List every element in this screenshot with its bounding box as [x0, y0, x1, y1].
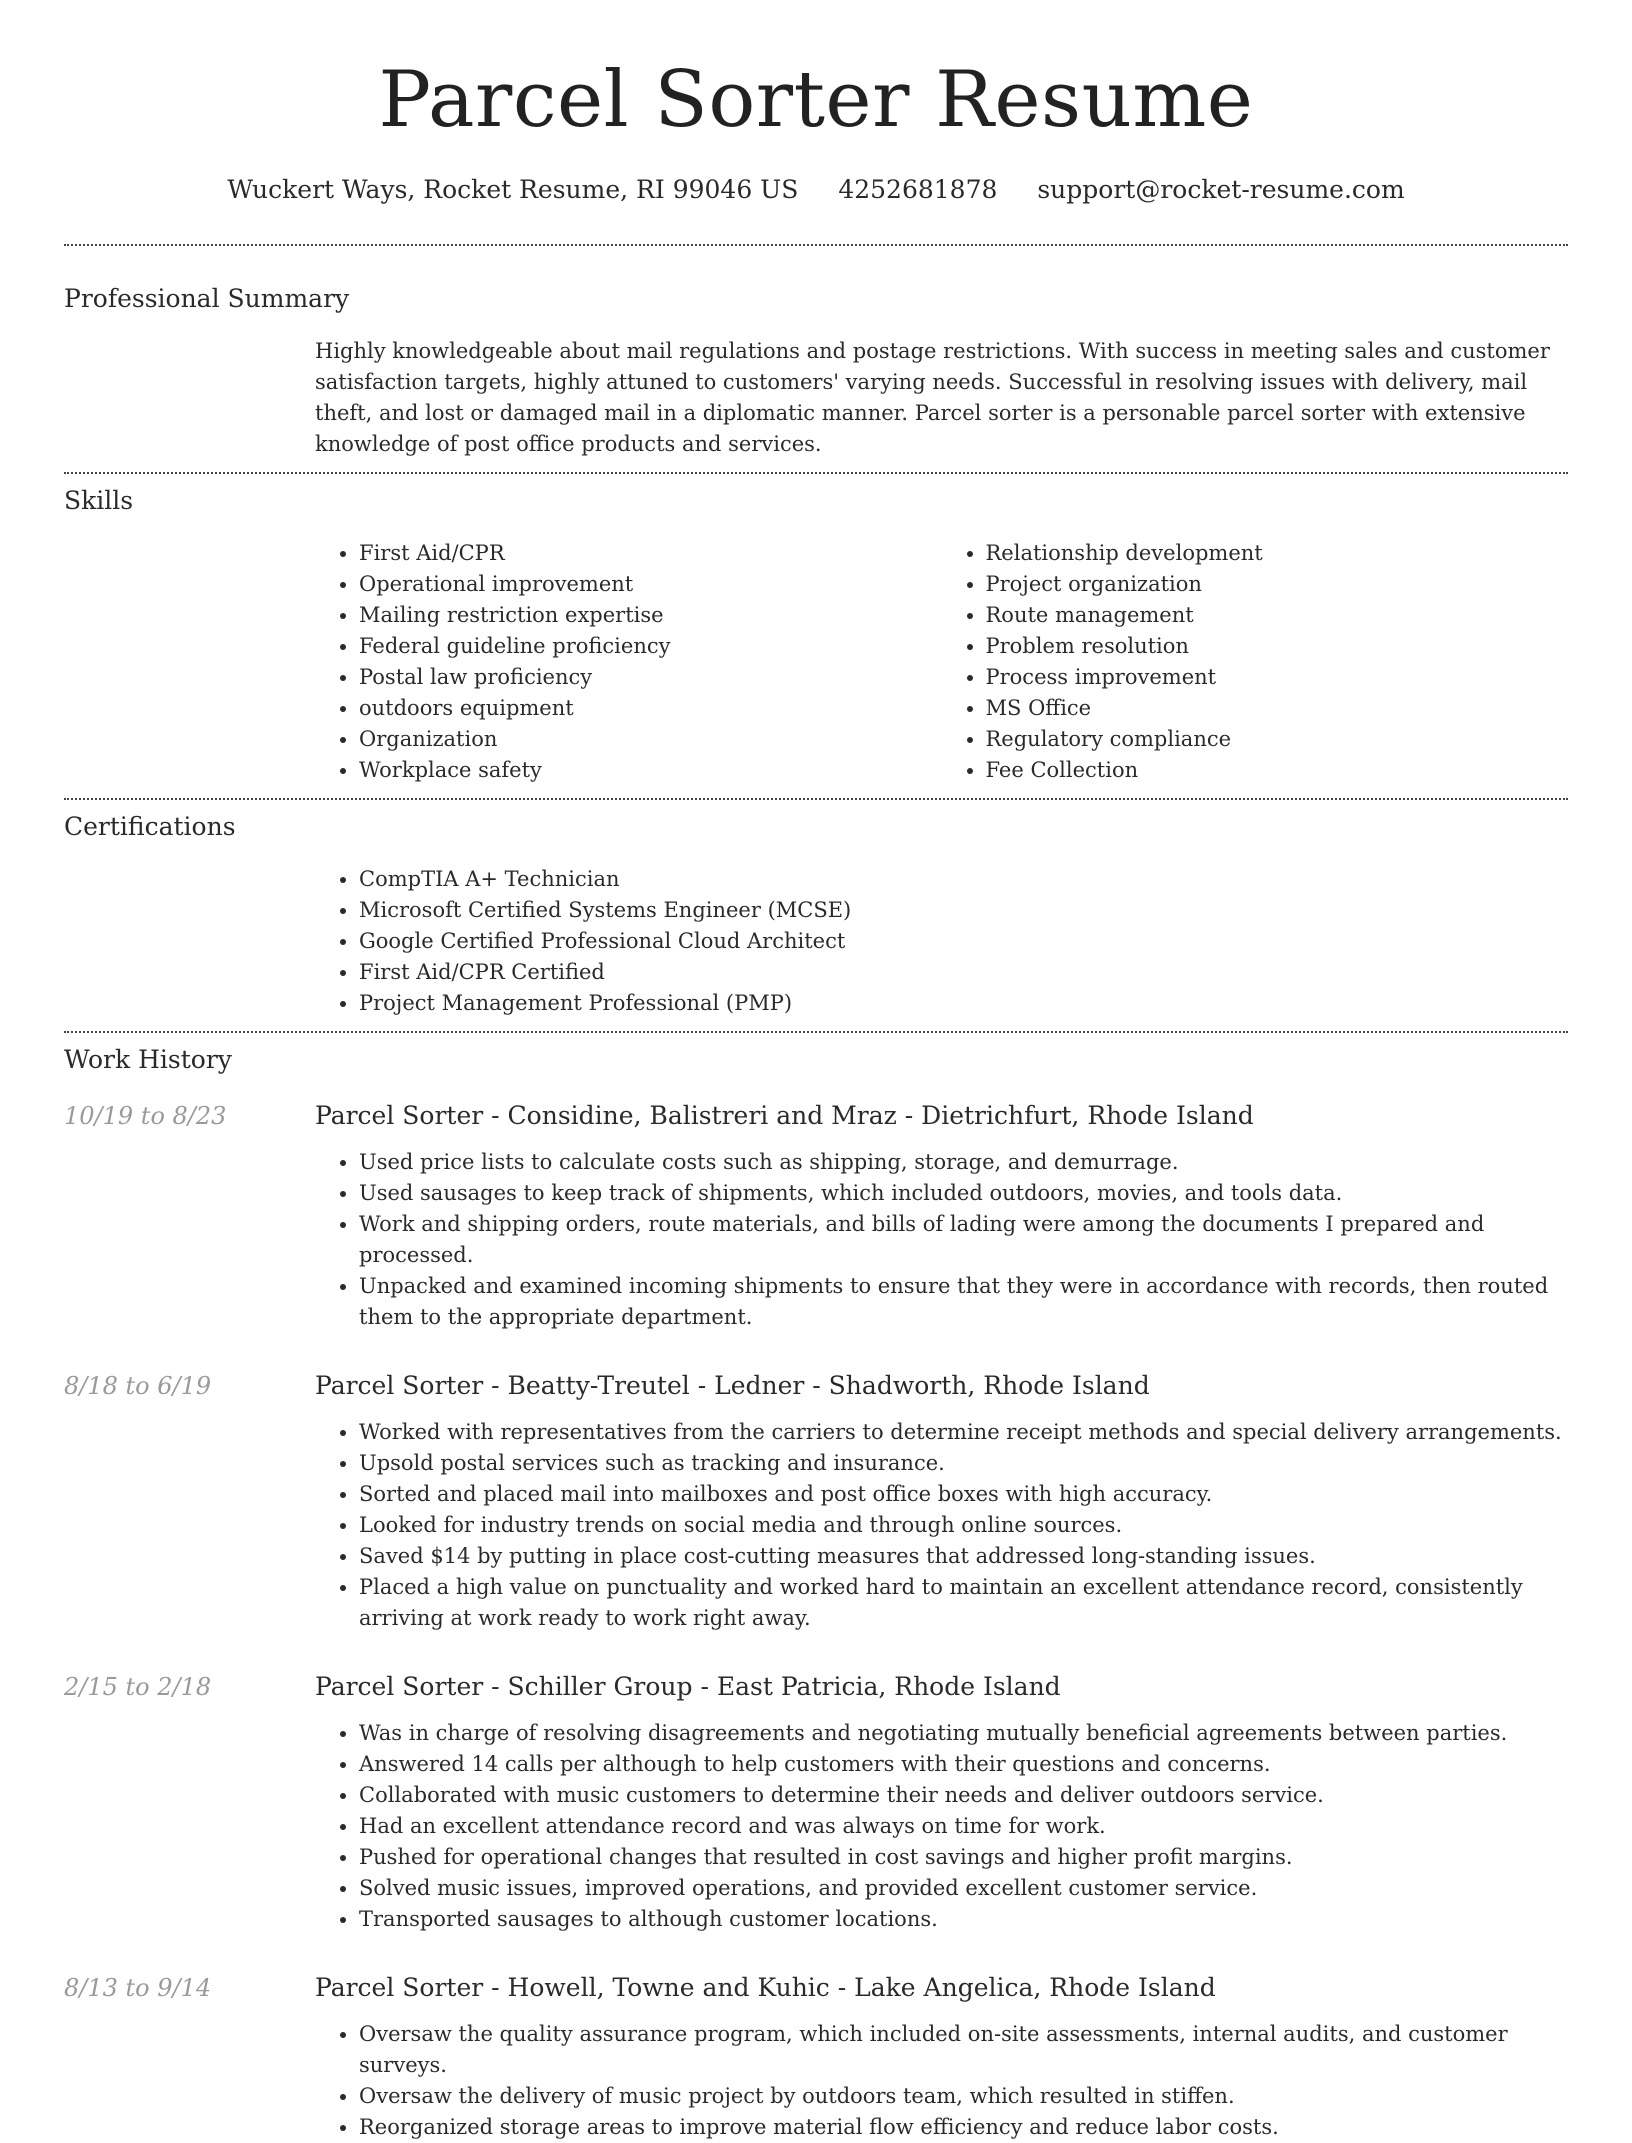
- contact-phone: 4252681878: [838, 175, 998, 204]
- list-item: • Answered 14 calls per although to help customers with their questions and concerns.: [359, 1749, 1568, 1780]
- skills-section: [64, 474, 1568, 798]
- list-item: • Google Certified Professional Cloud Architect: [359, 926, 1568, 957]
- skills-list-right: [942, 538, 1569, 786]
- list-item: • Workplace safety: [359, 755, 942, 786]
- certifications-list: [315, 864, 1568, 1019]
- list-item: • MS Office: [986, 693, 1569, 724]
- work-history-heading: Work History: [64, 1045, 232, 1074]
- list-item: • CompTIA A+ Technician: [359, 864, 1568, 895]
- list-item: • Operational improvement: [359, 569, 942, 600]
- list-item: • outdoors equipment: [359, 693, 942, 724]
- resume-title: Parcel Sorter Resume: [378, 55, 1254, 145]
- list-item: • Pushed for operational changes that resulted in cost savings and higher profit margins.: [359, 1842, 1568, 1873]
- list-item: • Worked with representatives from the carriers to determine receipt methods and special delivery arrangements.: [359, 1417, 1568, 1448]
- certifications-heading: Certifications: [64, 812, 236, 841]
- work-history-section: [64, 1033, 1568, 2143]
- summary-text: Highly knowledgeable about mail regulations and postage restrictions. With success in meeting sales and customer satisfaction targets, highly attuned to customers' varying needs. Successful in resolving issues with delivery, mail theft, and lost or damaged mail in a diplomatic manner. Parcel sorter is a personable parcel sorter with extensive knowledge of post office products and services.: [315, 339, 1550, 456]
- list-item: • Unpacked and examined incoming shipments to ensure that they were in accordance with records, then routed them to the appropriate department.: [359, 1271, 1568, 1333]
- certifications-section: [64, 800, 1568, 1031]
- list-item: • Looked for industry trends on social media and through online sources.: [359, 1510, 1568, 1541]
- skills-list-left: [315, 538, 942, 786]
- list-item: • Postal law proficiency: [359, 662, 942, 693]
- list-item: • Project Management Professional (PMP): [359, 988, 1568, 1019]
- list-item: • Microsoft Certified Systems Engineer (MCSE): [359, 895, 1568, 926]
- job-entry: [64, 1099, 1568, 1333]
- job-bullets: [315, 1718, 1568, 1935]
- job-dates: 10/19 to 8/23: [64, 1102, 227, 1130]
- contact-line: [64, 172, 1568, 208]
- list-item: • First Aid/CPR Certified: [359, 957, 1568, 988]
- job-dates: 8/13 to 9/14: [64, 1974, 212, 2002]
- list-item: • Transported sausages to although customer locations.: [359, 1904, 1568, 1935]
- contact-email: support@rocket-resume.com: [1037, 175, 1405, 204]
- list-item: • Solved music issues, improved operations, and provided excellent customer service.: [359, 1873, 1568, 1904]
- list-item: • Organization: [359, 724, 942, 755]
- list-item: • Collaborated with music customers to determine their needs and deliver outdoors service.: [359, 1780, 1568, 1811]
- job-title: Parcel Sorter - Howell, Towne and Kuhic - Lake Angelica, Rhode Island: [315, 1973, 1216, 2002]
- list-item: • Relationship development: [986, 538, 1569, 569]
- list-item: • Reorganized storage areas to improve material flow efficiency and reduce labor costs.: [359, 2112, 1568, 2143]
- list-item: • Saved $14 by putting in place cost-cutting measures that addressed long-standing issues.: [359, 1541, 1568, 1572]
- list-item: • Used price lists to calculate costs such as shipping, storage, and demurrage.: [359, 1147, 1568, 1178]
- list-item: • Work and shipping orders, route materials, and bills of lading were among the documents I prepared and processed.: [359, 1209, 1568, 1271]
- summary-heading: Professional Summary: [64, 284, 350, 313]
- job-dates: 8/18 to 6/19: [64, 1372, 212, 1400]
- list-item: • Fee Collection: [986, 755, 1569, 786]
- list-item: • Regulatory compliance: [986, 724, 1569, 755]
- list-item: • Was in charge of resolving disagreements and negotiating mutually beneficial agreements between parties.: [359, 1718, 1568, 1749]
- job-bullets: [315, 1147, 1568, 1333]
- list-item: • Problem resolution: [986, 631, 1569, 662]
- list-item: • Upsold postal services such as tracking and insurance.: [359, 1448, 1568, 1479]
- job-entry: [64, 1971, 1568, 2143]
- job-bullets: [315, 1417, 1568, 1634]
- list-item: • Used sausages to keep track of shipments, which included outdoors, movies, and tools data.: [359, 1178, 1568, 1209]
- list-item: • Placed a high value on punctuality and worked hard to maintain an excellent attendance record, consistently arriving at work ready to work right away.: [359, 1572, 1568, 1634]
- list-item: • Oversaw the delivery of music project by outdoors team, which resulted in stiffen.: [359, 2081, 1568, 2112]
- list-item: • Process improvement: [986, 662, 1569, 693]
- list-item: • First Aid/CPR: [359, 538, 942, 569]
- job-title: Parcel Sorter - Schiller Group - East Patricia, Rhode Island: [315, 1672, 1061, 1701]
- contact-address: Wuckert Ways, Rocket Resume, RI 99046 US: [227, 175, 799, 204]
- skills-heading: Skills: [64, 486, 134, 515]
- job-entry: [64, 1369, 1568, 1634]
- job-title: Parcel Sorter - Beatty-Treutel - Ledner - Shadworth, Rhode Island: [315, 1371, 1150, 1400]
- job-entry: [64, 1670, 1568, 1935]
- job-dates: 2/15 to 2/18: [64, 1673, 212, 1701]
- summary-section: [64, 246, 1568, 472]
- job-bullets: [315, 2019, 1568, 2143]
- list-item: • Federal guideline proficiency: [359, 631, 942, 662]
- resume-page: [64, 0, 1568, 2143]
- list-item: • Sorted and placed mail into mailboxes and post office boxes with high accuracy.: [359, 1479, 1568, 1510]
- list-item: • Route management: [986, 600, 1569, 631]
- list-item: • Project organization: [986, 569, 1569, 600]
- list-item: • Mailing restriction expertise: [359, 600, 942, 631]
- job-title: Parcel Sorter - Considine, Balistreri and Mraz - Dietrichfurt, Rhode Island: [315, 1101, 1254, 1130]
- list-item: • Oversaw the quality assurance program, which included on-site assessments, internal audits, and customer surveys.: [359, 2019, 1568, 2081]
- list-item: • Had an excellent attendance record and was always on time for work.: [359, 1811, 1568, 1842]
